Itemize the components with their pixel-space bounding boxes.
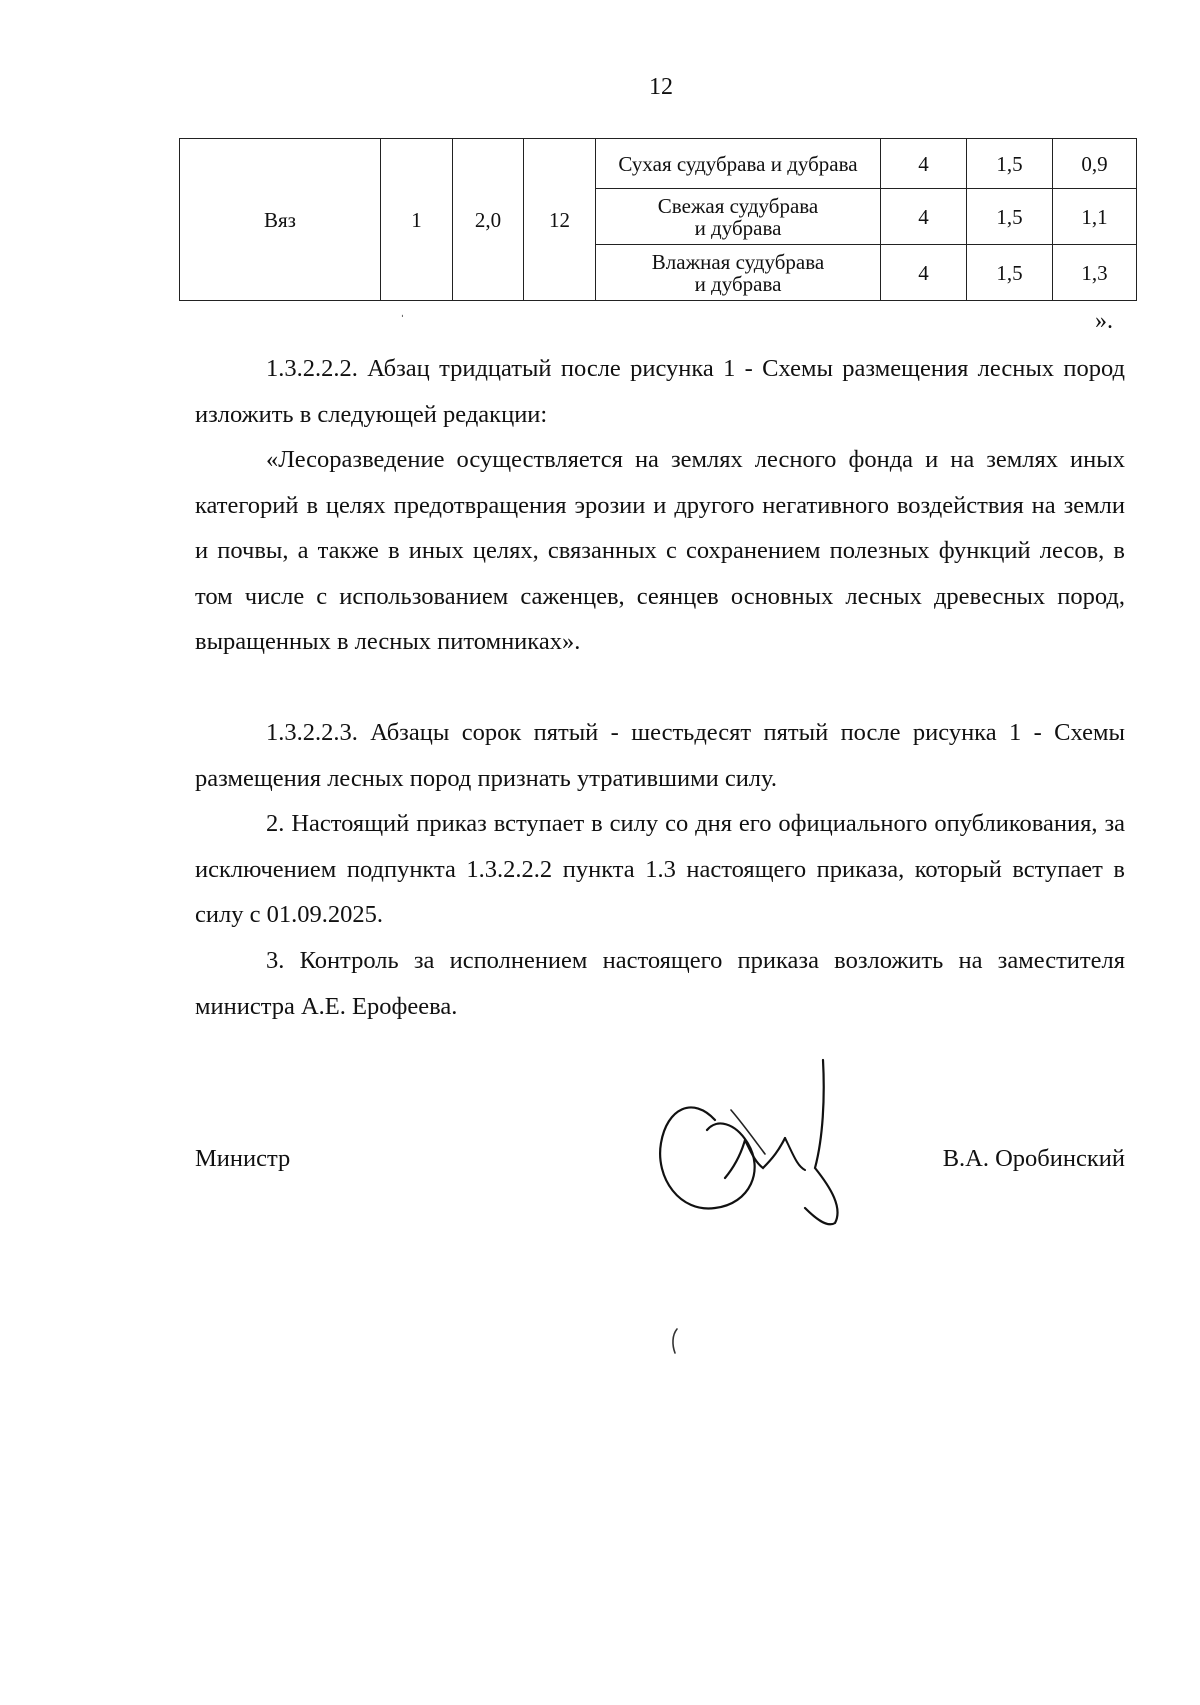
signatory-name: В.А. Оробинский [942,1145,1125,1172]
forest-type-label: и дубрава [694,271,782,296]
table-cell: 1,3 [1053,245,1137,301]
forest-type-cell [596,189,881,245]
species-cell: Вяз [180,139,381,301]
page-number: 12 [649,74,673,100]
stray-mark [669,1327,681,1355]
table-cell: 4 [881,139,967,189]
paragraph-quoted-text: «Лесоразведение осуществляется на землях лесного фонда и на землях иных категорий в целях предотвращения эрозии и другого негативного воздействия на земли и почвы, а также в иных целях, связанных с сохранением полезных функций лесов, в том числе с использованием саженцев, сеянцев основных лесных древесных пород, выращенных в лесных питомниках». [195,446,1125,655]
forest-type-label: Свежая судубрава [657,193,819,218]
table-cell: 0,9 [1053,139,1137,189]
forest-type-cell [596,245,881,301]
table-cell: 1,1 [1053,189,1137,245]
table-cell: 1 [381,139,453,301]
table-cell: 1,5 [967,245,1053,301]
forest-type-cell [596,139,881,189]
table-cell: 1,5 [967,189,1053,245]
forest-type-label: Влажная судубрава [651,249,825,274]
paragraph-item-3: 3. Контроль за исполнением настоящего приказа возложить на заместителя министра А.Е. Ерофеева. [195,947,1125,1020]
table-cell: 1,5 [967,139,1053,189]
paragraph-item-2: 2. Настоящий приказ вступает в силу со дня его официального опубликования, за исключением подпункта 1.3.2.2.2 пункта 1.3 настоящего приказа, который вступает в силу с 01.09.2025. [195,810,1125,928]
table-row [180,139,1137,189]
table-cell: 4 [881,245,967,301]
table-cell: 2,0 [453,139,524,301]
forest-species-table [179,138,1137,301]
closing-quote: ». [1095,308,1113,334]
paragraph-1-3-2-2-3: 1.3.2.2.3. Абзацы сорок пятый - шестьдесят пятый после рисунка 1 - Схемы размещения лесных пород признать утратившими силу. [195,719,1125,792]
table-cell: 4 [881,189,967,245]
stray-mark: ˌ [400,303,405,318]
handwritten-signature [655,1058,925,1228]
forest-type-label: Сухая судубрава и дубрава [618,151,858,176]
signatory-title: Министр [195,1145,291,1172]
table-cell: 12 [524,139,596,301]
paragraph-1-3-2-2-2: 1.3.2.2.2. Абзац тридцатый после рисунка 1 - Схемы размещения лесных пород изложить в следующей редакции: [195,355,1125,428]
forest-type-label: и дубрава [694,215,782,240]
